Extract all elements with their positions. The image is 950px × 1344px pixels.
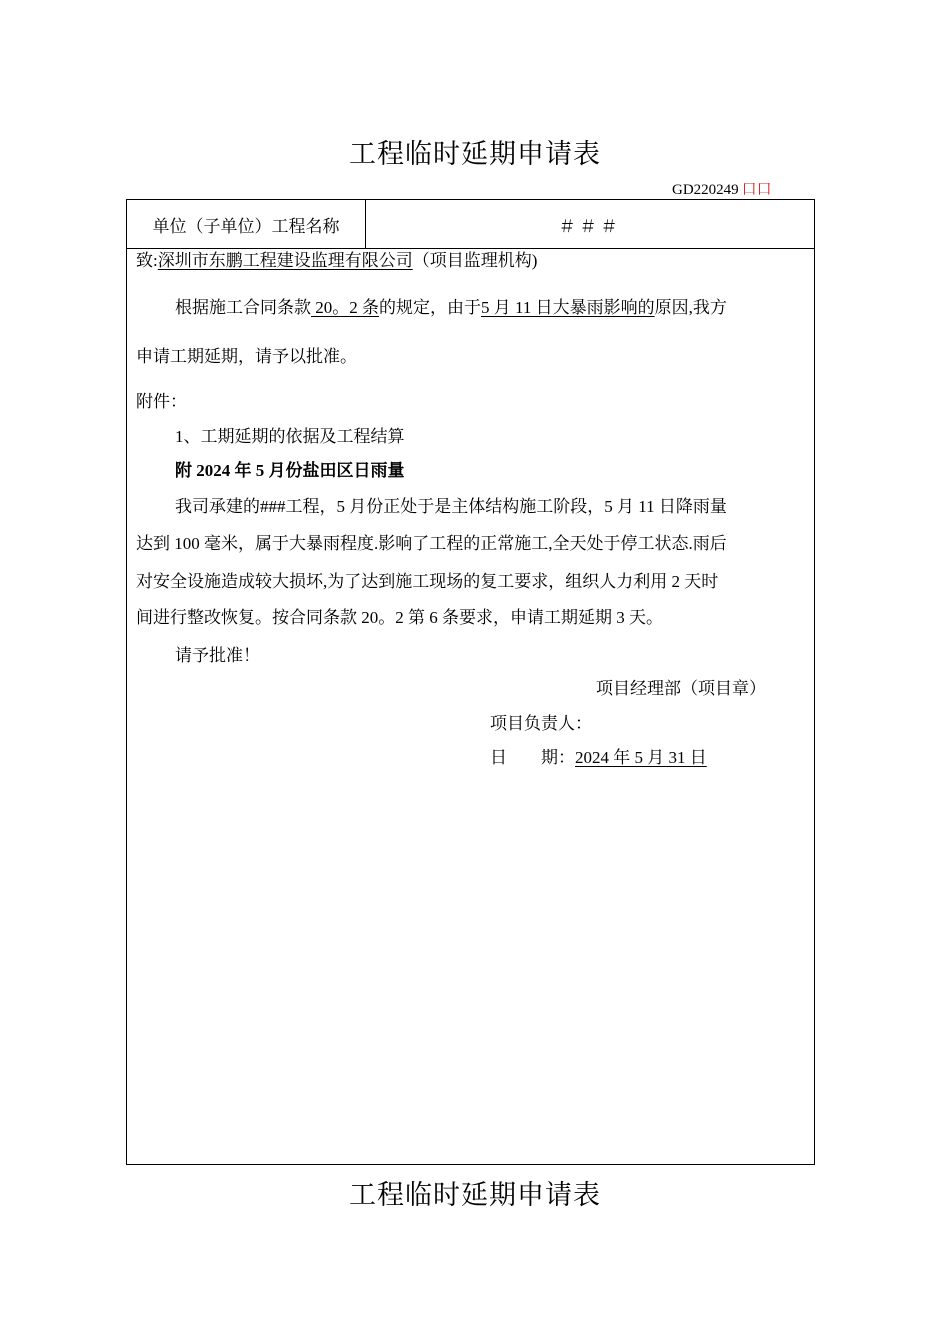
responsible-person-label: 项目负责人： [490, 714, 592, 733]
explanation-line-2: 达到 100 毫米，属于大暴雨程度.影响了工程的正常施工,全天处于停工状态.雨后 [136, 534, 727, 553]
explanation-line-1: 我司承建的###工程，5 月份正处于是主体结构施工阶段，5 月 11 日降雨量 [175, 497, 727, 516]
addressee-line [136, 249, 537, 273]
doc-number-text: GD220249 [672, 182, 739, 198]
request-line-2: 申请工期延期，请予以批准。 [136, 347, 357, 366]
attachment-title: 附 2024 年 5 月份盐田区日雨量 [175, 461, 405, 480]
attachment-label: 附件： [136, 392, 187, 411]
attachment-item-1: 1、工期延期的依据及工程结算 [175, 427, 405, 446]
date-value: 2024 年 5 月 31 日 [575, 748, 707, 767]
date-label: 日 期： [490, 748, 575, 767]
addressee-recipient: 深圳市东鹏工程建设监理有限公司 [157, 251, 413, 270]
doc-number-suffix: 口口 [741, 182, 772, 198]
request-text-b: 的规定，由于 [379, 298, 481, 317]
request-text-a: 根据施工合同条款 [175, 298, 311, 317]
application-form [126, 199, 815, 1165]
project-name-label: 单位（子单位）工程名称 [127, 200, 366, 248]
addressee-prefix: 致: [136, 251, 158, 270]
contract-clause: 20。2 条 [311, 298, 379, 317]
project-dept-seal: 项目经理部（项目章） [596, 679, 766, 698]
explanation-line-3: 对安全设施造成较大损坏,为了达到施工现场的复工要求，组织人力利用 2 天时 [136, 572, 719, 591]
project-name-value: ＃＃＃ [558, 216, 622, 236]
request-line-1 [175, 296, 727, 320]
project-name-row [127, 200, 814, 249]
page-title: 工程临时延期申请表 [349, 139, 601, 169]
next-page-title: 工程临时延期申请表 [349, 1180, 601, 1210]
explanation-line-4: 间进行整改恢复。按合同条款 20。2 第 6 条要求，申请工期延期 3 天。 [136, 608, 663, 627]
addressee-suffix: （项目监理机构) [412, 251, 538, 270]
approval-request: 请予批准！ [175, 646, 260, 665]
request-text-c: 原因,我方 [654, 298, 727, 317]
delay-reason: 5 月 11 日大暴雨影响的 [481, 298, 655, 317]
date-line [490, 746, 707, 770]
document-number [672, 178, 772, 199]
